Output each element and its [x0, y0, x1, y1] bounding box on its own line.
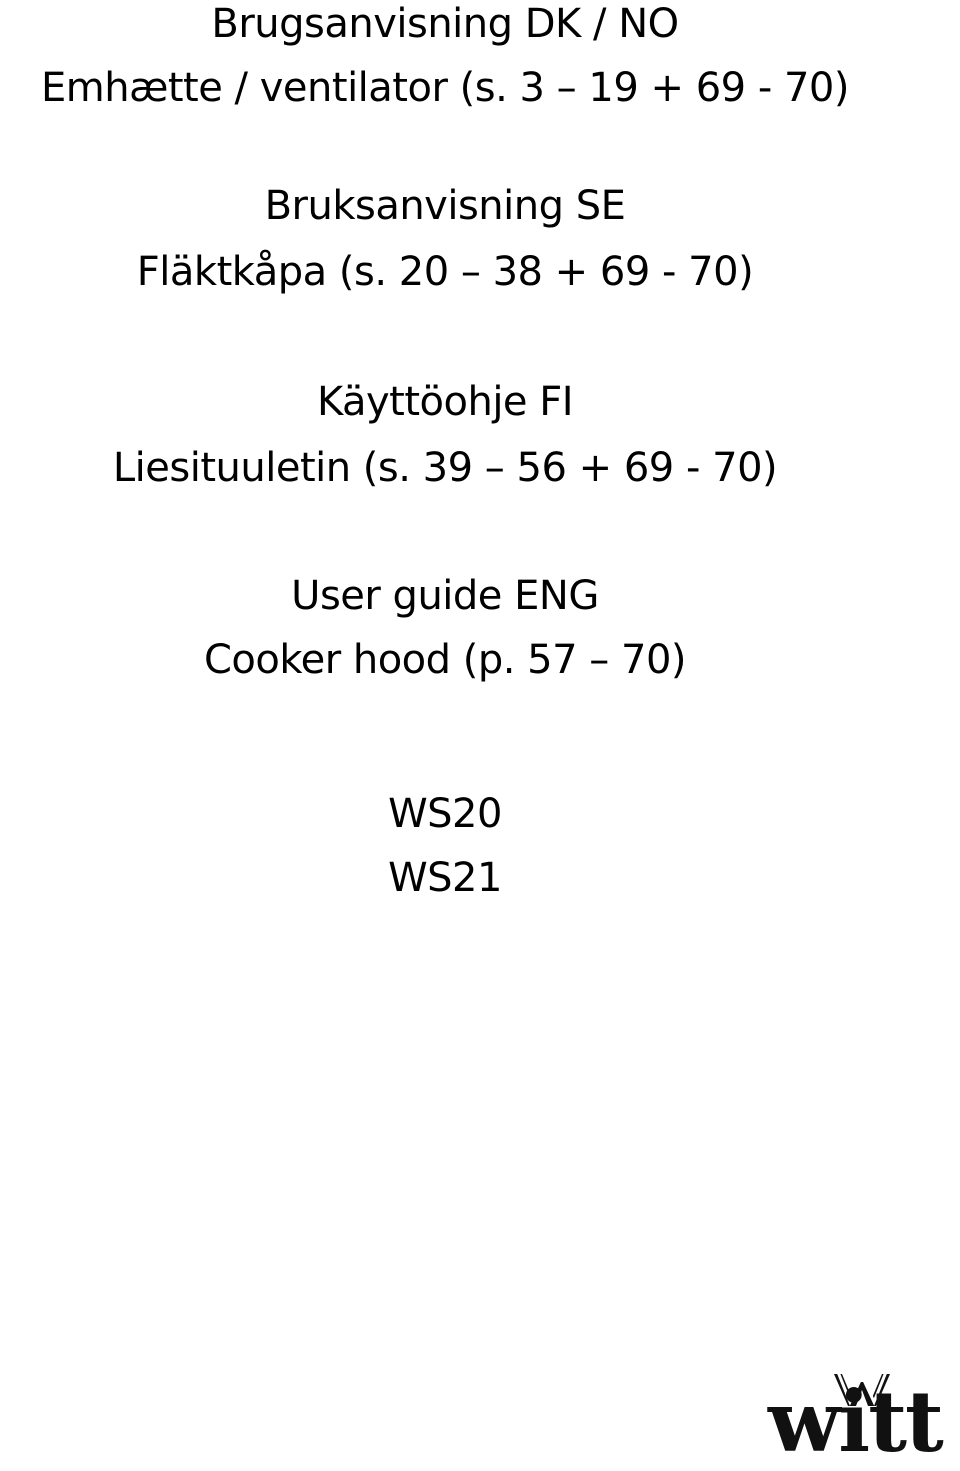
section-dk-no-subtitle: Emhætte / ventilator (s. 3 – 19 + 69 - 70) [41, 65, 849, 111]
brand-logo-text: witt [768, 1372, 942, 1471]
section-dk-no-title: Brugsanvisning DK / NO [211, 1, 679, 47]
brand-logo [768, 1372, 958, 1471]
section-eng-subtitle: Cooker hood (p. 57 – 70) [203, 637, 687, 683]
model-number: WS20 [388, 791, 502, 837]
section-fi-subtitle: Liesituuletin (s. 39 – 56 + 69 - 70) [112, 445, 778, 491]
section-eng-title: User guide ENG [291, 573, 599, 619]
model-number: WS21 [388, 855, 502, 901]
section-se-title: Bruksanvisning SE [264, 183, 626, 229]
section-se-subtitle: Fläktkåpa (s. 20 – 38 + 69 - 70) [136, 249, 754, 295]
section-fi-title: Käyttöohje FI [316, 379, 574, 425]
